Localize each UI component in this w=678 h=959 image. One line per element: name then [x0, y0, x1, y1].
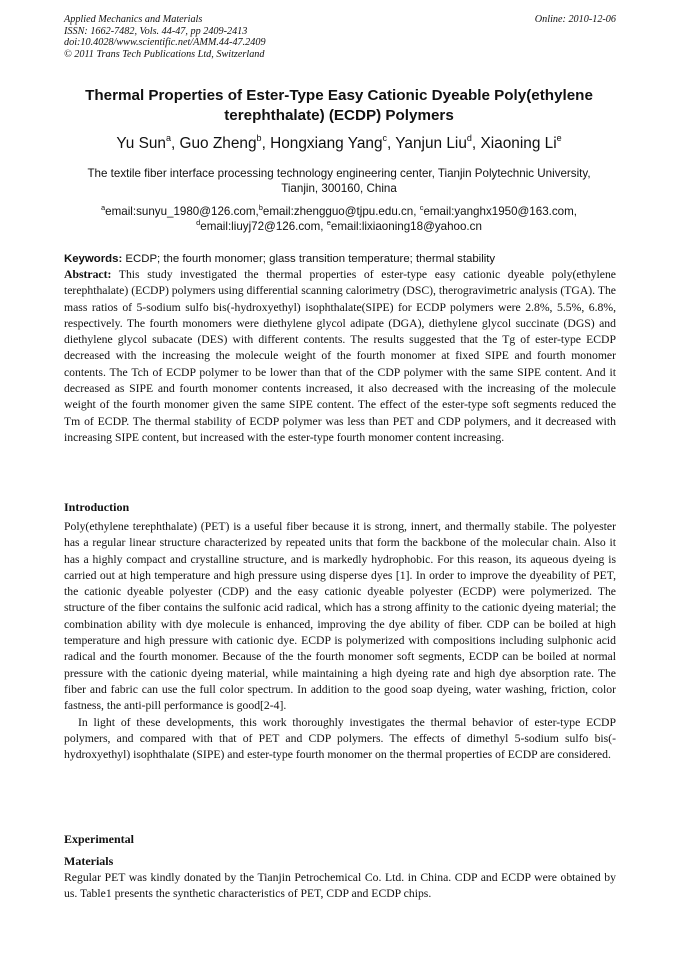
title-line-2: terephthalate) (ECDP) Polymers: [224, 107, 454, 124]
email-link[interactable]: email:liuyj72@126.com,: [200, 220, 327, 233]
abstract-text: This study investigated the thermal properties of ester-type easy cationic dyeable poly(ethylene terephthalate) (ECDP) polymers using differential scanning calorimetry (DSC), therogravimetric analysis (TGA). The mass ratios of 5-sodium sulfo bis(-hydroxyethyl) isophthalate(SIPE) for ECDP polymers were 2.8%, 5.5%, 6.8%, respectively. The fourth monomers were diethylene glycol adipate (DGA), diethylene glycol succinate (DGS) and diethylene glycol subacate (DES) with different contents. The results suggested that the Tg of ester-type ECDP decreased with the increasing the molecule weight of the fourth monomer at fixed SIPE and fourth monomer contents. The Tch of ECDP polymer to be lower than that of the CDP polymer with the same SIPE content. And it decreased as SIPE and fourth monomer contents increased, it also decreased with the increasing of the molecule weight of the fourth monomer given the same SIPE content. The effect of the ester-type soft segments reduced the Tm of ECDP. The thermal stability of ECDP polymer was less than PET and CDP polymers, and it decreased with increasing SIPE content, but increased with the ester-type fourth monomer content increasing.: [64, 268, 616, 444]
issn-line: ISSN: 1662-7482, Vols. 44-47, pp 2409-2413: [64, 25, 248, 37]
paper-title: [40, 86, 638, 126]
materials-heading: Materials: [64, 854, 114, 868]
author: Yanjun Liu$^d$,: [395, 133, 481, 152]
materials-body: Regular PET was kindly donated by the Tianjin Petrochemical Co. Ltd. in China. CDP and ECDP were obtained by us. Table1 presents the synthetic characteristics of PET, CDP and ECDP chips.: [64, 871, 616, 901]
affiliation-line-1: The textile fiber interface processing technology engineering center, Tianjin Polytechnic University,: [87, 167, 591, 180]
abstract-label: Abstract:: [64, 268, 112, 281]
email-link[interactable]: email:sunyu_1980@126.com,: [105, 205, 259, 218]
email-link[interactable]: email:zhengguo@tjpu.edu.cn,: [262, 205, 420, 218]
author: Yu Sun$^a$,: [116, 133, 180, 152]
experimental-heading: Experimental: [64, 832, 134, 846]
author: Guo Zheng$^b$,: [179, 133, 271, 152]
journal-header: [64, 14, 616, 60]
journal-name: Applied Mechanics and Materials: [64, 14, 203, 25]
author: Xiaoning Li$^e$: [480, 133, 562, 152]
title-line-1: Thermal Properties of Ester-Type Easy Cationic Dyeable Poly(ethylene: [85, 87, 593, 104]
email-line-2: $^d$email:liuyj72@126.com, $^e$email:lixiaoning18@yahoo.cn: [196, 218, 482, 233]
email-link[interactable]: email:yanghx1950@163.com,: [423, 205, 577, 218]
keywords: [64, 252, 616, 267]
copyright-line: © 2011 Trans Tech Publications Ltd, Switzerland: [64, 48, 265, 60]
doi-line: doi:10.4028/www.scientific.net/AMM.44-47.2409: [64, 37, 266, 49]
email-line-1: $^a$email:sunyu_1980@126.com,$^b$email:zhengguo@tjpu.edu.cn, $^c$email:yanghx1950@163.com,: [100, 203, 577, 218]
paragraph: In light of these developments, this work thoroughly investigates the thermal behavior of ester-type ECDP polymers, and compared with that of PET and CDP polymers. The effects of dimethyl 5-sodium sulfo bis(-hydroxyethyl) isophthalate (SIPE) and ester-type fourth monomer on the thermal properties of ECDP are considered.: [64, 715, 616, 762]
online-date: Online: 2010-12-06: [534, 14, 616, 25]
affiliation-block: [40, 166, 638, 234]
keywords-text: ECDP; the fourth monomer; glass transition temperature; thermal stability: [122, 253, 496, 265]
keywords-label: Keywords:: [64, 253, 123, 265]
paragraph: Poly(ethylene terephthalate) (PET) is a useful fiber because it is strong, innert, and thermally stabile. The polyester has a regular linear structure characterized by repeated units that form the backbone of the molecular chain. Also it has a highly compact and crystalline structure, and is markedly hydrophobic. For this reason, its aqueous dyeing is carried out at high temperature and high pressure using disperse dyes [1]. In order to improve the dyeability of PET, the cationic dyeable polyester (CDP) and the easy cationic dyeable polyester (ECDP) were polymerized. The structure of the fiber contains the sulfonic acid radical, which has a strong affinity to the cationic dyeing material; the combination ability with dye molecule is enhanced, improving the dye ability of fiber. CDP can be boiled at high temperature and high pressure with cationic dye. ECDP is polymerized with compositions including sulphonic acid radical and the fourth monomer. Because of the the fourth monomer soft segments, ECDP can be boiled at normal pressure with the cationic dyeing material, while maintaining a high dyeing rate and high dye absorption rate. The fiber and fabric can use the full color spectrum. In addition to the good soap dyeing, water washing, friction, color fastness, the anti-pill performance is good[2-4].: [64, 520, 616, 713]
abstract: [64, 267, 616, 446]
affiliation-line-2: Tianjin, 300160, China: [281, 182, 397, 195]
email-link[interactable]: email:lixiaoning18@yahoo.cn: [330, 220, 482, 233]
introduction-body: [64, 519, 616, 763]
introduction-heading: Introduction: [64, 500, 130, 514]
author: Hongxiang Yang$^c$,: [270, 133, 396, 152]
author-list: [30, 134, 648, 154]
